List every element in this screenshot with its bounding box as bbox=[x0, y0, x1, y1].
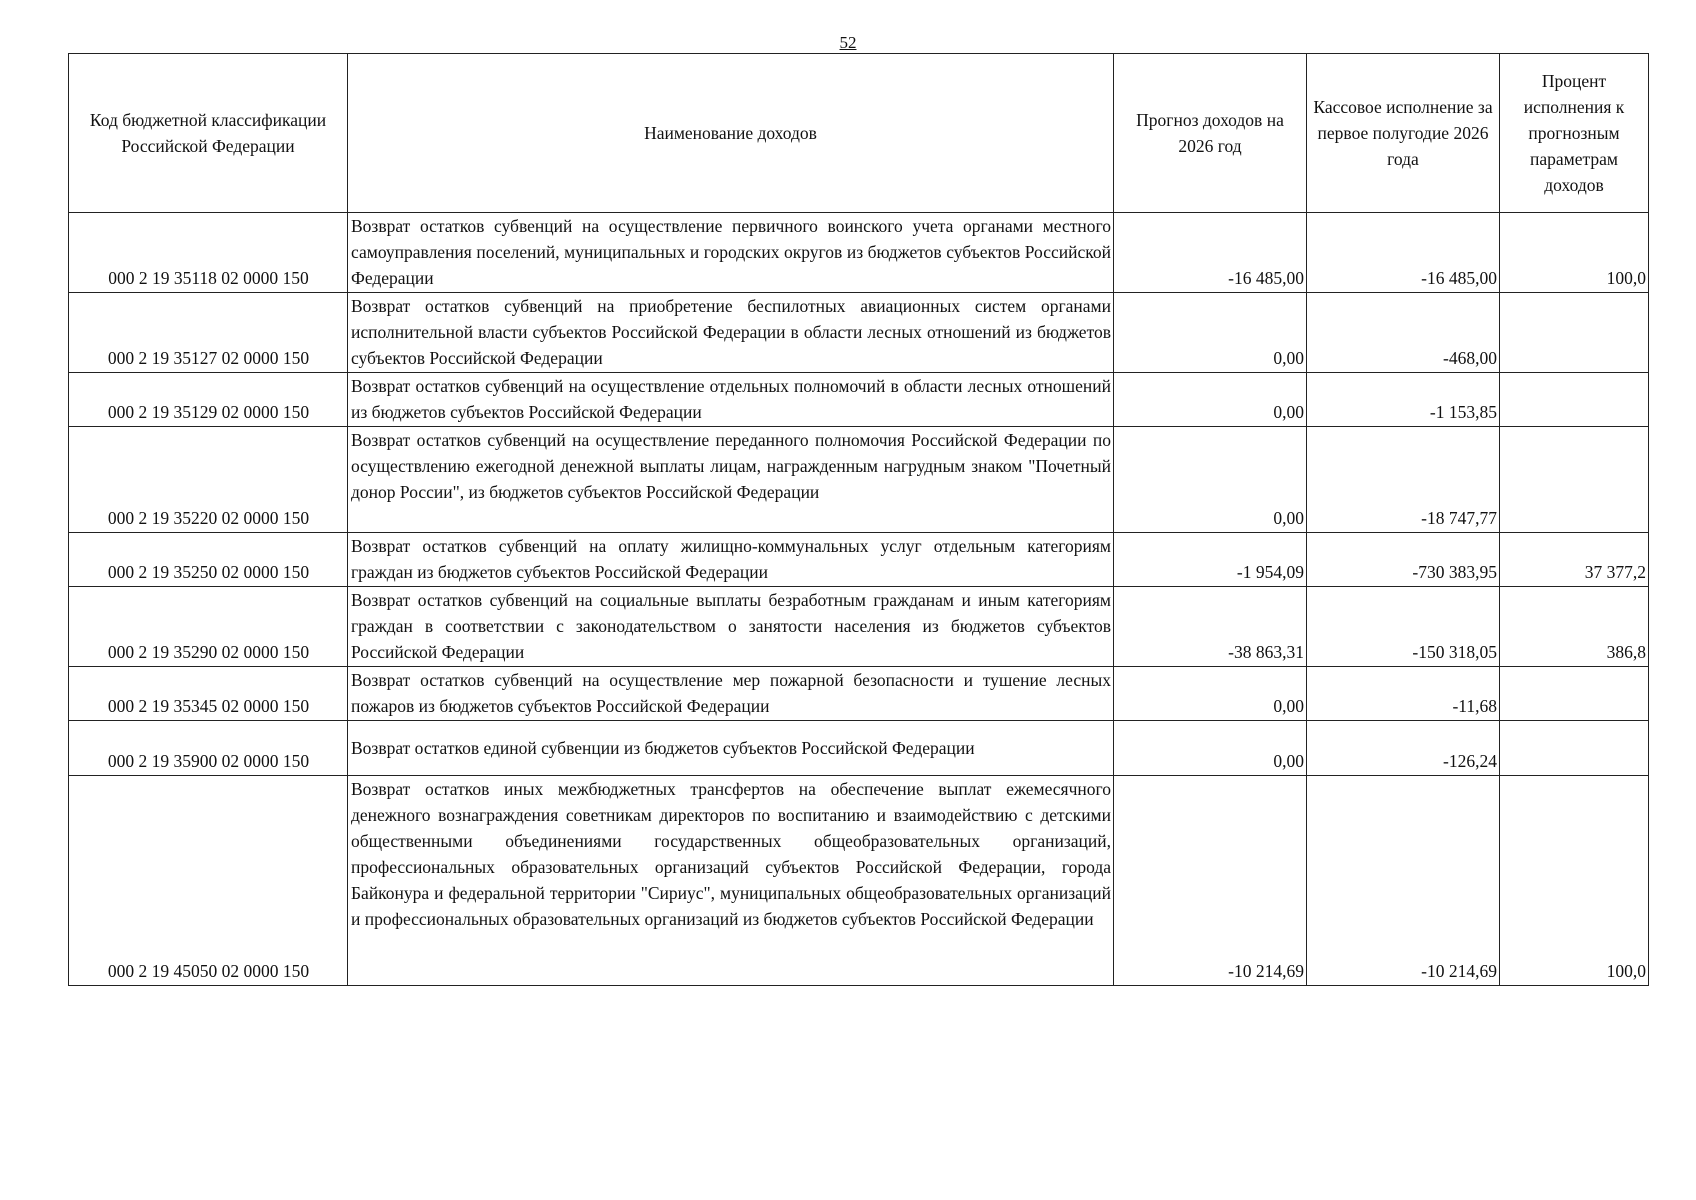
cell-fact: -16 485,00 bbox=[1307, 213, 1500, 293]
table-row bbox=[69, 427, 1649, 533]
cell-percent bbox=[1500, 427, 1649, 533]
cell-name: Возврат остатков субвенций на социальные выплаты безработным гражданам и иным категориям граждан в соответствии с законодательством о занятости населения из бюджетов субъектов Российской Федерации bbox=[348, 587, 1114, 667]
cell-percent: 100,0 bbox=[1500, 776, 1649, 986]
cell-plan: 0,00 bbox=[1114, 373, 1307, 427]
table-row bbox=[69, 776, 1649, 986]
cell-code: 000 2 19 35250 02 0000 150 bbox=[69, 533, 348, 587]
cell-code: 000 2 19 35118 02 0000 150 bbox=[69, 213, 348, 293]
table-row bbox=[69, 293, 1649, 373]
cell-plan: -10 214,69 bbox=[1114, 776, 1307, 986]
cell-fact: -10 214,69 bbox=[1307, 776, 1500, 986]
cell-percent: 386,8 bbox=[1500, 587, 1649, 667]
cell-name: Возврат остатков субвенций на оплату жилищно-коммунальных услуг отдельным категориям граждан из бюджетов субъектов Российской Федерации bbox=[348, 533, 1114, 587]
table-row bbox=[69, 213, 1649, 293]
cell-name: Возврат остатков единой субвенции из бюджетов субъектов Российской Федерации bbox=[348, 721, 1114, 776]
cell-plan: 0,00 bbox=[1114, 667, 1307, 721]
table-row bbox=[69, 533, 1649, 587]
cell-fact: -468,00 bbox=[1307, 293, 1500, 373]
cell-fact: -18 747,77 bbox=[1307, 427, 1500, 533]
table-header-row bbox=[69, 54, 1649, 213]
table-row bbox=[69, 587, 1649, 667]
page-number: 52 bbox=[839, 33, 857, 52]
cell-plan: -38 863,31 bbox=[1114, 587, 1307, 667]
cell-plan: -16 485,00 bbox=[1114, 213, 1307, 293]
cell-percent bbox=[1500, 667, 1649, 721]
header-code: Код бюджетной классификации Российской Федерации bbox=[69, 54, 348, 213]
cell-percent bbox=[1500, 293, 1649, 373]
cell-fact: -11,68 bbox=[1307, 667, 1500, 721]
cell-percent: 100,0 bbox=[1500, 213, 1649, 293]
table-row bbox=[69, 721, 1649, 776]
cell-code: 000 2 19 45050 02 0000 150 bbox=[69, 776, 348, 986]
revenue-table bbox=[68, 53, 1649, 986]
cell-fact: -126,24 bbox=[1307, 721, 1500, 776]
cell-plan: 0,00 bbox=[1114, 721, 1307, 776]
cell-fact: -730 383,95 bbox=[1307, 533, 1500, 587]
cell-plan: 0,00 bbox=[1114, 293, 1307, 373]
cell-code: 000 2 19 35345 02 0000 150 bbox=[69, 667, 348, 721]
cell-name: Возврат остатков субвенций на осуществление отдельных полномочий в области лесных отношений из бюджетов субъектов Российской Федерации bbox=[348, 373, 1114, 427]
cell-percent: 37 377,2 bbox=[1500, 533, 1649, 587]
table-row bbox=[69, 373, 1649, 427]
cell-percent bbox=[1500, 373, 1649, 427]
cell-fact: -1 153,85 bbox=[1307, 373, 1500, 427]
table-row bbox=[69, 667, 1649, 721]
header-fact: Кассовое исполнение за первое полугодие 2026 года bbox=[1307, 54, 1500, 213]
cell-name: Возврат остатков субвенций на осуществление переданного полномочия Российской Федерации по осуществлению ежегодной денежной выплаты лицам, награжденным нагрудным знаком "Почетный донор России", из бюджетов субъектов Российской Федерации bbox=[348, 427, 1114, 533]
cell-code: 000 2 19 35129 02 0000 150 bbox=[69, 373, 348, 427]
cell-code: 000 2 19 35900 02 0000 150 bbox=[69, 721, 348, 776]
cell-name: Возврат остатков субвенций на осуществление мер пожарной безопасности и тушение лесных пожаров из бюджетов субъектов Российской Федерации bbox=[348, 667, 1114, 721]
cell-code: 000 2 19 35127 02 0000 150 bbox=[69, 293, 348, 373]
cell-name: Возврат остатков субвенций на приобретение беспилотных авиационных систем органами исполнительной власти субъектов Российской Федерации в области лесных отношений из бюджетов субъектов Российской Федерации bbox=[348, 293, 1114, 373]
cell-code: 000 2 19 35290 02 0000 150 bbox=[69, 587, 348, 667]
cell-name: Возврат остатков иных межбюджетных трансфертов на обеспечение выплат ежемесячного денежного вознаграждения советникам директоров по воспитанию и взаимодействию с детскими общественными объединениями государственных общеобразовательных организаций, профессиональных образовательных организаций субъектов Российской Федерации, города Байконура и федеральной территории "Сириус", муниципальных общеобразовательных организаций и профессиональных образовательных организаций из бюджетов субъектов Российской Федерации bbox=[348, 776, 1114, 986]
header-percent: Процент исполнения к прогнозным параметрам доходов bbox=[1500, 54, 1649, 213]
cell-code: 000 2 19 35220 02 0000 150 bbox=[69, 427, 348, 533]
cell-name: Возврат остатков субвенций на осуществление первичного воинского учета органами местного самоуправления поселений, муниципальных и городских округов из бюджетов субъектов Российской Федерации bbox=[348, 213, 1114, 293]
cell-fact: -150 318,05 bbox=[1307, 587, 1500, 667]
cell-plan: -1 954,09 bbox=[1114, 533, 1307, 587]
header-name: Наименование доходов bbox=[348, 54, 1114, 213]
header-plan: Прогноз доходов на 2026 год bbox=[1114, 54, 1307, 213]
cell-percent bbox=[1500, 721, 1649, 776]
cell-plan: 0,00 bbox=[1114, 427, 1307, 533]
